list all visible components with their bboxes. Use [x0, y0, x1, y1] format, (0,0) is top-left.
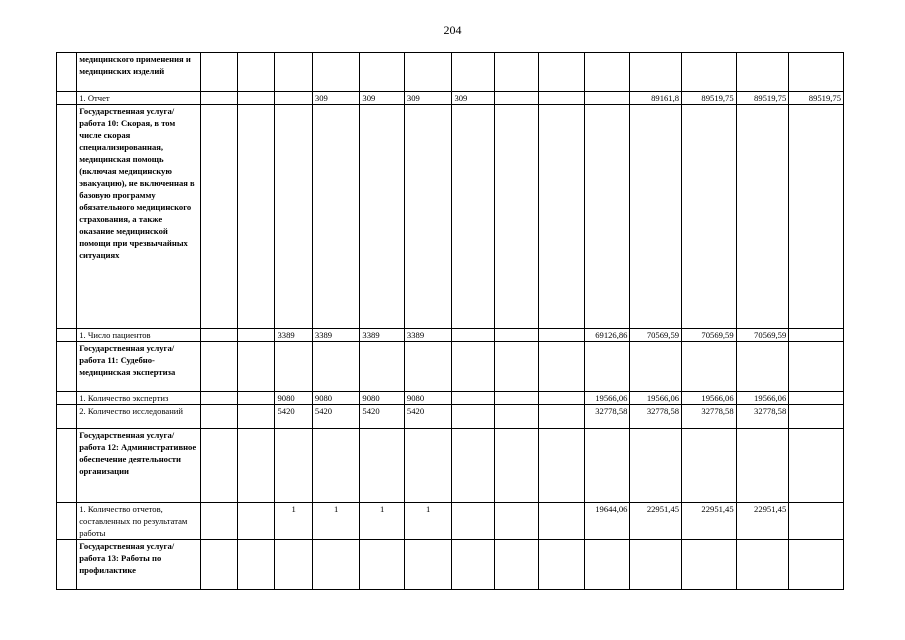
value-cell	[736, 105, 789, 329]
row-index-cell	[57, 329, 77, 342]
value-cell	[452, 405, 494, 429]
row-index-cell	[57, 405, 77, 429]
table-row	[57, 92, 844, 105]
value-cell	[494, 105, 539, 329]
value-cell: 89519,75	[682, 92, 737, 105]
service-heading-cell: Государственная услуга/работа 11: Судебно-медицинская экспертиза	[77, 342, 200, 392]
table-row	[57, 53, 844, 92]
value-cell	[200, 329, 237, 342]
indicator-name-cell: 1. Количество отчетов, составленных по результатам работы	[77, 503, 200, 540]
value-cell: 32778,58	[630, 405, 682, 429]
value-cell: 1	[275, 503, 312, 540]
value-cell: 70569,59	[736, 329, 789, 342]
row-index-cell	[57, 540, 77, 590]
row-index-cell	[57, 92, 77, 105]
value-cell	[200, 503, 237, 540]
indicator-name-cell: 1. Число пациентов	[77, 329, 200, 342]
value-cell: 5420	[275, 405, 312, 429]
value-cell	[275, 53, 312, 92]
value-cell	[360, 540, 405, 590]
value-cell	[312, 53, 360, 92]
value-cell	[494, 405, 539, 429]
table-row	[57, 105, 844, 329]
value-cell	[404, 53, 452, 92]
table-row	[57, 392, 844, 405]
value-cell	[238, 92, 275, 105]
value-cell	[312, 429, 360, 503]
value-cell	[452, 503, 494, 540]
value-cell	[275, 105, 312, 329]
value-cell: 9080	[275, 392, 312, 405]
value-cell	[494, 92, 539, 105]
value-cell: 9080	[360, 392, 405, 405]
value-cell	[360, 105, 405, 329]
indicator-name-cell: 1. Отчет	[77, 92, 200, 105]
value-cell: 309	[312, 92, 360, 105]
value-cell	[630, 342, 682, 392]
value-cell	[404, 429, 452, 503]
value-cell: 19566,06	[584, 392, 630, 405]
value-cell	[494, 429, 539, 503]
value-cell: 5420	[312, 405, 360, 429]
value-cell	[682, 53, 737, 92]
value-cell	[312, 540, 360, 590]
value-cell	[539, 329, 585, 342]
value-cell	[789, 503, 844, 540]
value-cell: 5420	[404, 405, 452, 429]
value-cell	[238, 405, 275, 429]
row-index-cell	[57, 342, 77, 392]
value-cell: 5420	[360, 405, 405, 429]
value-cell: 22951,45	[630, 503, 682, 540]
table-row	[57, 540, 844, 590]
value-cell: 89519,75	[789, 92, 844, 105]
value-cell: 309	[360, 92, 405, 105]
table-row	[57, 429, 844, 503]
value-cell	[200, 392, 237, 405]
value-cell	[404, 540, 452, 590]
value-cell	[452, 329, 494, 342]
value-cell	[494, 392, 539, 405]
indicator-name-cell: 2. Количество исследований	[77, 405, 200, 429]
value-cell: 19566,06	[630, 392, 682, 405]
value-cell: 1	[360, 503, 405, 540]
value-cell	[682, 105, 737, 329]
table-row	[57, 503, 844, 540]
row-index-cell	[57, 53, 77, 92]
value-cell: 70569,59	[682, 329, 737, 342]
value-cell	[584, 429, 630, 503]
value-cell	[494, 342, 539, 392]
value-cell	[238, 540, 275, 590]
value-cell	[789, 429, 844, 503]
table-row	[57, 329, 844, 342]
value-cell: 19566,06	[682, 392, 737, 405]
value-cell	[539, 540, 585, 590]
value-cell: 32778,58	[584, 405, 630, 429]
value-cell	[630, 540, 682, 590]
value-cell	[539, 392, 585, 405]
row-index-cell	[57, 503, 77, 540]
value-cell	[584, 92, 630, 105]
value-cell	[630, 105, 682, 329]
value-cell	[494, 503, 539, 540]
value-cell	[275, 342, 312, 392]
value-cell	[494, 540, 539, 590]
value-cell	[275, 92, 312, 105]
value-cell	[404, 105, 452, 329]
value-cell	[452, 392, 494, 405]
value-cell	[736, 540, 789, 590]
value-cell	[630, 53, 682, 92]
service-heading-cell: Государственная услуга/работа 13: Работы по профилактике	[77, 540, 200, 590]
value-cell	[682, 540, 737, 590]
value-cell	[789, 329, 844, 342]
value-cell	[360, 53, 405, 92]
value-cell	[360, 342, 405, 392]
value-cell: 19644,06	[584, 503, 630, 540]
value-cell	[404, 342, 452, 392]
value-cell	[789, 540, 844, 590]
value-cell	[682, 429, 737, 503]
row-index-cell	[57, 429, 77, 503]
value-cell	[238, 503, 275, 540]
value-cell	[360, 429, 405, 503]
data-table	[56, 52, 844, 590]
value-cell: 3389	[312, 329, 360, 342]
value-cell	[452, 540, 494, 590]
value-cell	[200, 342, 237, 392]
value-cell	[539, 105, 585, 329]
value-cell	[682, 342, 737, 392]
value-cell	[736, 342, 789, 392]
value-cell	[275, 540, 312, 590]
value-cell	[452, 53, 494, 92]
table-row	[57, 405, 844, 429]
value-cell	[312, 105, 360, 329]
value-cell	[539, 342, 585, 392]
value-cell	[238, 429, 275, 503]
service-heading-cell: Государственная услуга/работа 12: Административное обеспечение деятельности организации	[77, 429, 200, 503]
value-cell: 3389	[275, 329, 312, 342]
row-index-cell	[57, 105, 77, 329]
value-cell	[312, 342, 360, 392]
value-cell: 9080	[312, 392, 360, 405]
value-cell	[238, 329, 275, 342]
value-cell	[789, 53, 844, 92]
value-cell	[789, 405, 844, 429]
value-cell: 32778,58	[682, 405, 737, 429]
value-cell	[539, 53, 585, 92]
table-body	[57, 53, 844, 590]
value-cell: 89161,8	[630, 92, 682, 105]
value-cell	[789, 342, 844, 392]
value-cell	[539, 405, 585, 429]
service-heading-cell: медицинского применения и медицинских изделий	[77, 53, 200, 92]
value-cell	[200, 53, 237, 92]
value-cell	[539, 92, 585, 105]
value-cell	[200, 105, 237, 329]
indicator-name-cell: 1. Количество экспертиз	[77, 392, 200, 405]
value-cell: 19566,06	[736, 392, 789, 405]
value-cell: 3389	[404, 329, 452, 342]
table-row	[57, 342, 844, 392]
value-cell	[539, 503, 585, 540]
value-cell: 89519,75	[736, 92, 789, 105]
value-cell: 1	[312, 503, 360, 540]
value-cell	[789, 392, 844, 405]
value-cell: 22951,45	[736, 503, 789, 540]
value-cell: 3389	[360, 329, 405, 342]
value-cell	[630, 429, 682, 503]
row-index-cell	[57, 392, 77, 405]
value-cell	[238, 53, 275, 92]
value-cell: 69126,86	[584, 329, 630, 342]
value-cell	[200, 92, 237, 105]
value-cell	[275, 429, 312, 503]
value-cell	[200, 405, 237, 429]
value-cell	[200, 540, 237, 590]
value-cell	[584, 105, 630, 329]
value-cell	[452, 342, 494, 392]
value-cell	[200, 429, 237, 503]
value-cell	[494, 329, 539, 342]
value-cell: 32778,58	[736, 405, 789, 429]
value-cell	[238, 392, 275, 405]
value-cell: 1	[404, 503, 452, 540]
value-cell	[584, 53, 630, 92]
value-cell	[539, 429, 585, 503]
value-cell	[238, 105, 275, 329]
value-cell: 22951,45	[682, 503, 737, 540]
value-cell	[736, 429, 789, 503]
value-cell: 9080	[404, 392, 452, 405]
value-cell	[238, 342, 275, 392]
value-cell: 70569,59	[630, 329, 682, 342]
value-cell	[584, 540, 630, 590]
service-heading-cell: Государственная услуга/работа 10: Скорая, в том числе скорая специализированная, медицинская помощь (включая медицинскую эвакуацию), не включенная в базовую программу обязательного медицинского страхования, а также оказание медицинской помощи при чрезвычайных ситуациях	[77, 105, 200, 329]
value-cell	[452, 105, 494, 329]
value-cell	[789, 105, 844, 329]
value-cell	[584, 342, 630, 392]
value-cell	[494, 53, 539, 92]
value-cell: 309	[404, 92, 452, 105]
value-cell: 309	[452, 92, 494, 105]
value-cell	[452, 429, 494, 503]
value-cell	[736, 53, 789, 92]
page-number: 204	[443, 23, 462, 37]
